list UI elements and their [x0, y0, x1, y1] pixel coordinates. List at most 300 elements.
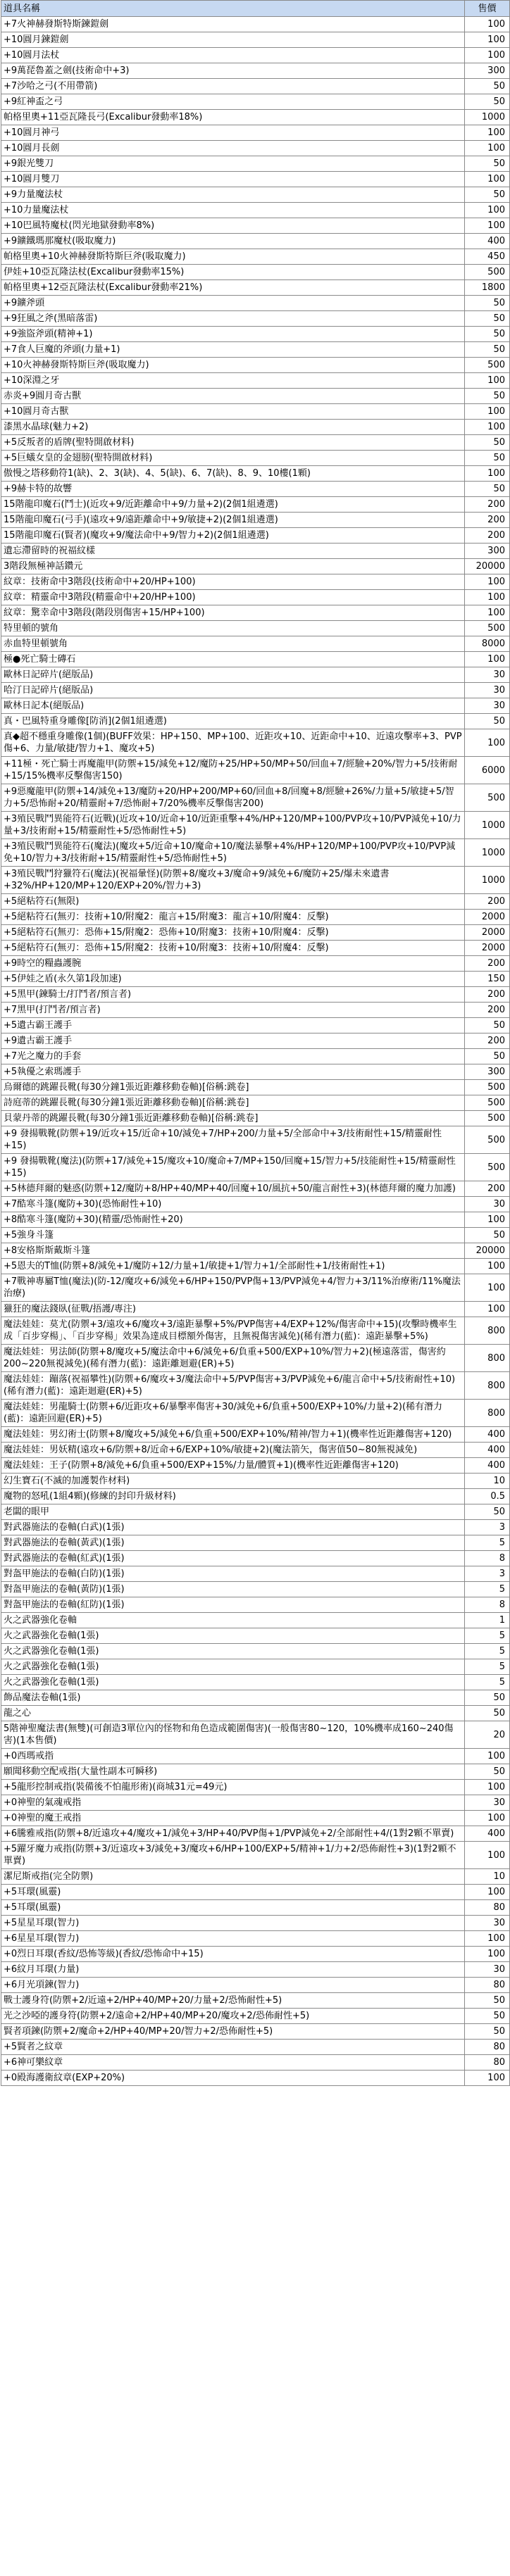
item-name-cell: +10深淵之牙: [1, 373, 465, 389]
item-name-cell: +6神可樂紋章: [1, 2055, 465, 2071]
table-row: [1, 1243, 510, 1259]
item-price-cell: 800: [465, 1372, 510, 1400]
item-name-cell: +9力量魔法杖: [1, 187, 465, 203]
item-price-cell: 50: [465, 187, 510, 203]
item-name-cell: 魔法娃娃：王子(防禦+8/減免+6/負重+500/EXP+15%/力量/體質+1)(機率性近距離傷害+120): [1, 1458, 465, 1474]
item-name-cell: 極●死亡騎士磚石: [1, 652, 465, 667]
item-price-cell: 50: [465, 1690, 510, 1706]
table-row: [1, 1780, 510, 1795]
item-name-cell: +9時空的糧蟲護腕: [1, 956, 465, 972]
item-name-cell: +9狂風之斧(黑暗落雷): [1, 311, 465, 327]
item-name-cell: 對武器施法的卷軸(白武)(1張): [1, 1520, 465, 1535]
table-row: [1, 358, 510, 373]
item-price-cell: 500: [465, 1111, 510, 1126]
item-name-cell: 獵狂的魔法錢臥(征戰/捂護/專注): [1, 1302, 465, 1317]
item-name-cell: 帕格里奧+10火神赫發斯特斯巨斧(吸取魔力): [1, 249, 465, 265]
table-row: [1, 987, 510, 1003]
table-row: [1, 812, 510, 839]
item-price-cell: 500: [465, 784, 510, 812]
table-row: [1, 1900, 510, 1916]
item-price-cell: 50: [465, 1228, 510, 1243]
item-name-cell: 對武器施法的卷軸(黃武)(1張): [1, 1535, 465, 1551]
table-row: [1, 1978, 510, 1993]
table-row: [1, 528, 510, 544]
item-name-cell: 貝蒙丹蒂的跳躍長靴(每30分鐘1張近距離移動卷軸)[俗稱:跳卷]: [1, 1111, 465, 1126]
table-row: [1, 1274, 510, 1302]
item-price-cell: 200: [465, 1003, 510, 1018]
item-name-cell: 遺忘滯留時的祝福紋樣: [1, 544, 465, 559]
item-name-cell: 魔物的怒吼(1組4顆)(修練的封印升級材料): [1, 1489, 465, 1504]
table-row: [1, 141, 510, 156]
table-row: [1, 1885, 510, 1900]
table-row: [1, 1427, 510, 1443]
item-price-cell: 500: [465, 1080, 510, 1095]
item-price-cell: 50: [465, 714, 510, 729]
table-row: [1, 941, 510, 956]
table-row: [1, 187, 510, 203]
item-price-cell: 500: [465, 358, 510, 373]
table-row: [1, 1916, 510, 1931]
table-row: [1, 280, 510, 296]
item-name-cell: +10力量魔法杖: [1, 203, 465, 218]
item-name-cell: +7酷寒斗篷(魔防+30)(恐怖耐性+10): [1, 1197, 465, 1212]
item-name-cell: +10圓月法杖: [1, 48, 465, 63]
table-row: [1, 48, 510, 63]
item-name-cell: 魔法娃娃：蹦落(祝福攀性)(防禦+6/魔攻+3/魔法命中+5/PVP傷害+3/PVP減免+6/龍言命中+5/技術耐性+10)(稀有潛力(藍)：遠距迴避(ER)+5): [1, 1372, 465, 1400]
item-price-cell: 500: [465, 265, 510, 280]
item-price-cell: 50: [465, 296, 510, 311]
table-row: [1, 1962, 510, 1978]
item-price-cell: 100: [465, 218, 510, 234]
item-name-cell: +6騰雅戒指(防禦+8/近遠攻+4/魔攻+1/減免+3/HP+40/PVP傷+1/PVP減免+2/全部耐性+4/(1對2顆不單賣): [1, 1826, 465, 1842]
item-name-cell: 帕格里奧+11亞瓦隆長弓(Excalibur發動率18%): [1, 110, 465, 125]
table-row: [1, 1566, 510, 1582]
item-name-cell: +6紋月耳環(力量): [1, 1962, 465, 1978]
item-price-cell: 50: [465, 2009, 510, 2024]
item-name-cell: +5絕粘符石(無刃：恐佈+15/附魔2：恐佈+10/附魔3：技術+10/附魔4：反擊): [1, 925, 465, 941]
item-price-cell: 5: [465, 1628, 510, 1644]
item-name-cell: 光之沙啞的護身符(防禦+2/遠命+2/HP+40/MP+20/魔攻+2/恐佈耐性+5): [1, 2009, 465, 2024]
item-price-cell: 800: [465, 1400, 510, 1427]
item-price-cell: 200: [465, 894, 510, 910]
item-name-cell: +0神聖的魔王戒指: [1, 1811, 465, 1826]
item-name-cell: 紋章：驚幸命中3階段(階段別傷害+15/HP+100): [1, 605, 465, 621]
item-name-cell: 伊娃+10亞瓦隆法杖(Excalibur發動率15%): [1, 265, 465, 280]
table-row: [1, 1675, 510, 1690]
item-price-cell: 100: [465, 729, 510, 757]
item-price-cell: 400: [465, 1427, 510, 1443]
item-name-cell: +5絕粘符石(無刃：技術+10/附魔2：龍言+15/附魔3：龍言+10/附魔4：反擊): [1, 910, 465, 925]
table-row: [1, 1302, 510, 1317]
table-row: [1, 373, 510, 389]
item-price-cell: 2000: [465, 910, 510, 925]
table-row: [1, 1443, 510, 1458]
item-name-cell: +7沙哈之弓(不用帶箭): [1, 79, 465, 94]
item-price-cell: 100: [465, 574, 510, 590]
item-name-cell: 紋章：精靈命中3階段(精靈命中+20/HP+100): [1, 590, 465, 605]
item-name-cell: 願聞移動空配戒指(大量性副本可瞬移): [1, 1764, 465, 1780]
item-name-cell: +5星星耳環(智力): [1, 1916, 465, 1931]
item-price-cell: 50: [465, 311, 510, 327]
table-row: [1, 1764, 510, 1780]
table-row: [1, 1033, 510, 1049]
item-price-cell: 100: [465, 605, 510, 621]
table-row: [1, 784, 510, 812]
table-row: [1, 839, 510, 867]
item-price-cell: 200: [465, 1033, 510, 1049]
column-header-item-name: 道具名稱: [1, 1, 465, 17]
item-name-cell: 真・巴風特重身雕像[防消](2個1組遴選): [1, 714, 465, 729]
item-price-cell: 50: [465, 79, 510, 94]
item-price-cell: 100: [465, 1885, 510, 1900]
table-row: [1, 729, 510, 757]
item-price-cell: 5: [465, 1675, 510, 1690]
item-price-cell: 450: [465, 249, 510, 265]
item-name-cell: +10圓月神弓: [1, 125, 465, 141]
table-row: [1, 110, 510, 125]
item-name-cell: +9惡魔龍甲(防禦+14/減免+13/魔防+20/HP+200/MP+60/回血+8/回魔+8/經驗+26%/力量+5/敏捷+5/智力+5/恐怖耐+20/精靈耐+7/恐怖耐+7/20%機率反擊傷害200): [1, 784, 465, 812]
item-price-cell: 50: [465, 1504, 510, 1520]
table-row: [1, 652, 510, 667]
item-price-cell: 50: [465, 1049, 510, 1064]
item-name-cell: 漆黑水晶球(魅力+2): [1, 420, 465, 435]
table-row: [1, 2009, 510, 2024]
table-row: [1, 1489, 510, 1504]
table-row: [1, 2040, 510, 2055]
item-name-cell: +7黑甲(打鬥者/預言者): [1, 1003, 465, 1018]
item-price-cell: 5: [465, 1535, 510, 1551]
item-name-cell: +5遺古霸王護手: [1, 1018, 465, 1033]
item-name-cell: +5躍牙魔力戒指(防禦+3/近遠攻+3/減免+3/魔攻+6/HP+100/EXP+5/精神+1/力+2/恐佈耐性+3)(1對2顆不單賣): [1, 1842, 465, 1869]
item-name-cell: +5絕粘符石(無限): [1, 894, 465, 910]
item-name-cell: +5耳環(風靈): [1, 1885, 465, 1900]
item-price-cell: 100: [465, 203, 510, 218]
table-row: [1, 32, 510, 48]
table-row: [1, 2024, 510, 2040]
item-price-cell: 50: [465, 94, 510, 110]
table-row: [1, 894, 510, 910]
item-price-cell: 50: [465, 2024, 510, 2040]
item-name-cell: 火之武器強化卷軸(1張): [1, 1644, 465, 1659]
item-name-cell: 魔法娃娃：男幻術士(防禦+8/魔攻+5/減免+6/負重+500/EXP+10%/精神/智力+1)(機率性近距離傷害+120): [1, 1427, 465, 1443]
table-row: [1, 605, 510, 621]
item-name-cell: +5反叛者的盾牌(聖特開啟材料): [1, 435, 465, 451]
item-name-cell: +10巴風特魔杖(閃光地獄發動率8%): [1, 218, 465, 234]
item-name-cell: 3階段無極神話鑽元: [1, 559, 465, 574]
item-name-cell: 傲慢之塔移動符1(缺)、2、3(缺)、4、5(缺)、6、7(缺)、8、9、10樓(1顆): [1, 466, 465, 482]
table-row: [1, 17, 510, 32]
item-price-cell: 80: [465, 1978, 510, 1993]
table-row: [1, 636, 510, 652]
table-row: [1, 1372, 510, 1400]
table-row: [1, 559, 510, 574]
table-row: [1, 1400, 510, 1427]
item-name-cell: 魔法娃娃：莫尤(防禦+3/遠攻+6/魔攻+3/遠距暴擊+5%/PVP傷害+4/EXP+12%/傷害命中+15)(攻擊時機率生成「百步穿楊」、「百步穿楊」效果為達成目標額外傷害，且無視傷害減免)(稀有潛力(藍)：遠距暴擊+5%): [1, 1317, 465, 1345]
item-name-cell: +3殖民戰鬥狩獵符石(魔法)(祝福暈怪)(防禦+8/魔攻+3/魔命+9/減免+6/魔防+25/爆未來遺書+32%/HP+120/MP+120/EXP+20%/智力+3): [1, 867, 465, 894]
table-row: [1, 683, 510, 698]
item-name-cell: +9赫卡特的故響: [1, 482, 465, 497]
item-price-cell: 500: [465, 1154, 510, 1181]
item-name-cell: +9 發揚戰靴(防禦+19/近攻+15/近命+10/減免+7/HP+200/力量+5/全部命中+3/技術耐性+15/精靈耐性+15): [1, 1126, 465, 1154]
table-row: [1, 203, 510, 218]
item-name-cell: 詩庭蒂的跳躍長靴(每30分鐘1張近距離移動卷軸)[俗稱:跳卷]: [1, 1095, 465, 1111]
table-row: [1, 1597, 510, 1613]
table-row: [1, 1212, 510, 1228]
item-price-cell: 100: [465, 466, 510, 482]
item-price-cell: 2000: [465, 941, 510, 956]
item-price-cell: 30: [465, 698, 510, 714]
item-price-cell: 100: [465, 1259, 510, 1274]
table-row: [1, 1706, 510, 1721]
table-row: [1, 342, 510, 358]
table-row: [1, 1181, 510, 1197]
item-name-cell: +5賢者之紋章: [1, 2040, 465, 2055]
item-price-cell: 50: [465, 389, 510, 404]
item-price-cell: 100: [465, 1302, 510, 1317]
item-price-cell: 80: [465, 2040, 510, 2055]
item-name-cell: 對武器施法的卷軸(紅武)(1張): [1, 1551, 465, 1566]
table-row: [1, 1644, 510, 1659]
table-row: [1, 79, 510, 94]
item-name-cell: +7火神赫發斯特斯鍊鎧劍: [1, 17, 465, 32]
item-name-cell: 飾品魔法卷軸(1張): [1, 1690, 465, 1706]
table-row: [1, 1613, 510, 1628]
table-row: [1, 714, 510, 729]
table-row: [1, 1520, 510, 1535]
item-name-cell: +6星星耳環(智力): [1, 1931, 465, 1947]
table-row: [1, 2055, 510, 2071]
table-row: [1, 1811, 510, 1826]
table-row: [1, 544, 510, 559]
item-price-cell: 5: [465, 1644, 510, 1659]
table-row: [1, 1795, 510, 1811]
item-price-cell: 100: [465, 404, 510, 420]
table-row: [1, 125, 510, 141]
item-name-cell: +7戰神專屬T恤(魔法)(防-12/魔攻+6/減免+6/HP+150/PVP傷+13/PVP減免+4/智力+3/11%治療術/11%魔法治療): [1, 1274, 465, 1302]
item-name-cell: +9紅神盃之弓: [1, 94, 465, 110]
item-price-cell: 80: [465, 1900, 510, 1916]
item-name-cell: 潔尼斯戒指(完全防禦): [1, 1869, 465, 1885]
table-row: [1, 1504, 510, 1520]
table-row: [1, 513, 510, 528]
item-price-cell: 20000: [465, 1243, 510, 1259]
item-price-cell: 30: [465, 1962, 510, 1978]
table-row: [1, 1064, 510, 1080]
item-price-cell: 400: [465, 1443, 510, 1458]
item-price-cell: 800: [465, 1345, 510, 1372]
item-name-cell: +5林德拜爾的魅惑(防禦+12/魔防+8/HP+40/MP+40/回魔+10/風抗+50/龍言耐性+3)(林德拜爾的魔力加護): [1, 1181, 465, 1197]
item-name-cell: +5耳環(風靈): [1, 1900, 465, 1916]
table-row: [1, 1003, 510, 1018]
table-row: [1, 1826, 510, 1842]
item-name-cell: 對盔甲施法的卷軸(紅防)(1張): [1, 1597, 465, 1613]
item-price-cell: 1: [465, 1613, 510, 1628]
item-price-cell: 100: [465, 1842, 510, 1869]
table-row: [1, 1049, 510, 1064]
item-price-cell: 50: [465, 435, 510, 451]
table-row: [1, 1993, 510, 2009]
item-price-cell: 30: [465, 1795, 510, 1811]
item-name-cell: +6月光項鍊(智力): [1, 1978, 465, 1993]
item-name-cell: 赤炎+9圓月奇古獸: [1, 389, 465, 404]
item-name-cell: 哈汀日記碎片(絕版品): [1, 683, 465, 698]
item-price-cell: 200: [465, 956, 510, 972]
table-row: [1, 1259, 510, 1274]
item-price-cell: 5: [465, 1659, 510, 1675]
item-price-cell: 300: [465, 544, 510, 559]
table-row: [1, 1018, 510, 1033]
table-row: [1, 621, 510, 636]
item-price-cell: 200: [465, 987, 510, 1003]
item-price-cell: 100: [465, 32, 510, 48]
item-name-cell: 15階龍印魔石(鬥士)(近攻+9/近距離命中+9/力量+2)(2個1組遴選): [1, 497, 465, 513]
table-row: [1, 574, 510, 590]
item-name-cell: +9 發揚戰靴(魔法)(防禦+17/減免+15/魔攻+10/魔命+7/MP+150/回魔+15/智力+5/技能耐性+15/精靈耐性+15): [1, 1154, 465, 1181]
item-price-cell: 10: [465, 1869, 510, 1885]
item-price-cell: 100: [465, 48, 510, 63]
table-row: [1, 1080, 510, 1095]
item-price-cell: 200: [465, 513, 510, 528]
item-price-cell: 500: [465, 621, 510, 636]
table-row: [1, 956, 510, 972]
item-name-cell: +5執優之索瑪護手: [1, 1064, 465, 1080]
item-price-cell: 100: [465, 1274, 510, 1302]
item-name-cell: 火之武器強化卷軸(1張): [1, 1675, 465, 1690]
item-price-cell: 10: [465, 1474, 510, 1489]
table-row: [1, 466, 510, 482]
item-price-cell: 100: [465, 172, 510, 187]
table-row: [1, 296, 510, 311]
item-name-cell: +9遺古霸王護手: [1, 1033, 465, 1049]
item-price-cell: 1000: [465, 867, 510, 894]
item-name-cell: +10圓月鍊鎧劍: [1, 32, 465, 48]
item-price-cell: 6000: [465, 757, 510, 784]
item-price-cell: 3: [465, 1566, 510, 1582]
table-row: [1, 1095, 510, 1111]
item-price-cell: 2000: [465, 925, 510, 941]
item-price-cell: 1000: [465, 812, 510, 839]
table-row: [1, 94, 510, 110]
item-name-cell: +8安格斯斯戴斯斗篷: [1, 1243, 465, 1259]
item-name-cell: +9萬琵魯蓋之劍(技術命中+3): [1, 63, 465, 79]
item-name-cell: 烏爾德的跳躍長靴(每30分鐘1張近距離移動卷軸)[俗稱:跳卷]: [1, 1080, 465, 1095]
table-row: [1, 1317, 510, 1345]
item-price-cell: 50: [465, 1993, 510, 2009]
item-name-cell: 歐林日記本(絕版品): [1, 698, 465, 714]
item-price-cell: 100: [465, 652, 510, 667]
item-name-cell: 15階龍印魔石(弓手)(遠攻+9/遠距離命中+9/敏捷+2)(2個1組遴選): [1, 513, 465, 528]
item-name-cell: 歐林日記碎片(絕版品): [1, 667, 465, 683]
item-price-cell: 100: [465, 17, 510, 32]
table-row: [1, 910, 510, 925]
item-name-cell: +5龍形控制戒指(裝備後不怕龍形術)(商城31元=49元): [1, 1780, 465, 1795]
item-name-cell: +5黑甲(鍊騎士/打鬥者/預言者): [1, 987, 465, 1003]
item-name-cell: 老闆的眼甲: [1, 1504, 465, 1520]
item-price-cell: 1800: [465, 280, 510, 296]
table-row: [1, 867, 510, 894]
item-name-cell: +0神聖的氣魂戒指: [1, 1795, 465, 1811]
item-price-cell: 50: [465, 451, 510, 466]
item-price-cell: 400: [465, 1458, 510, 1474]
table-row: [1, 1228, 510, 1243]
table-row: [1, 1931, 510, 1947]
price-list-table: [1, 0, 510, 2086]
item-name-cell: +3殖民戰鬥異能符石(近戰)(近攻+10/近命+10/近距重擊+4%/HP+120/MP+100/PVP攻+10/PVP減免+10/力量+3/技術耐+15/精靈耐性+5/恐怖耐性+5): [1, 812, 465, 839]
item-name-cell: +0烈日耳環(香紋/恐怖等級)(香紋/恐怖命中+15): [1, 1947, 465, 1962]
item-name-cell: 赤血特里頓號角: [1, 636, 465, 652]
item-price-cell: 5: [465, 1582, 510, 1597]
item-price-cell: 50: [465, 327, 510, 342]
item-price-cell: 80: [465, 2055, 510, 2071]
item-price-cell: 150: [465, 972, 510, 987]
item-name-cell: +5恩夫的T恤(防禦+8/減免+1/魔防+12/力量+1/敏捷+1/智力+1/全部耐性+1/技術耐性+1): [1, 1259, 465, 1274]
table-row: [1, 404, 510, 420]
item-price-cell: 50: [465, 1706, 510, 1721]
table-row: [1, 497, 510, 513]
item-price-cell: 8000: [465, 636, 510, 652]
item-price-cell: 20: [465, 1721, 510, 1749]
item-price-cell: 200: [465, 528, 510, 544]
item-name-cell: +3殖民戰鬥異能符石(魔法)(魔攻+5/近命+10/魔命+10/魔法暴擊+4%/HP+120/MP+100/PVP攻+10/PVP減免+10/智力+3/技術耐+15/精靈耐性+5/恐怖耐性+5): [1, 839, 465, 867]
item-name-cell: 對盔甲施法的卷軸(白防)(1張): [1, 1566, 465, 1582]
table-row: [1, 1126, 510, 1154]
table-row: [1, 1947, 510, 1962]
table-row: [1, 1749, 510, 1764]
table-row: [1, 451, 510, 466]
item-price-cell: 200: [465, 497, 510, 513]
item-name-cell: +7光之魔力的手套: [1, 1049, 465, 1064]
table-header-row: [1, 1, 510, 17]
item-price-cell: 1000: [465, 110, 510, 125]
item-name-cell: +9銀光雙刀: [1, 156, 465, 172]
item-price-cell: 100: [465, 141, 510, 156]
item-name-cell: 帕格里奧+12亞瓦隆法杖(Excalibur發動率21%): [1, 280, 465, 296]
item-price-cell: 200: [465, 1181, 510, 1197]
item-name-cell: 真◆超不穩重身雕像(1個)(BUFF效果：HP+150、MP+100、近距攻+10、近距命中+10、近遠攻擊率+3、PVP傷+6、力量/敏捷/智力+1、魔攻+5): [1, 729, 465, 757]
item-price-cell: 400: [465, 234, 510, 249]
item-name-cell: +10圓月奇古獸: [1, 404, 465, 420]
table-row: [1, 1345, 510, 1372]
item-name-cell: 龍之心: [1, 1706, 465, 1721]
item-name-cell: 戰士護身符(防禦+2/近遠+2/HP+40/MP+20/力量+2/恐怖耐性+5): [1, 1993, 465, 2009]
table-row: [1, 311, 510, 327]
item-price-cell: 50: [465, 342, 510, 358]
item-name-cell: 火之武器強化卷軸(1張): [1, 1659, 465, 1675]
item-name-cell: +10圓月雙刀: [1, 172, 465, 187]
table-row: [1, 1197, 510, 1212]
item-name-cell: +10火神赫發斯特斯巨斧(吸取魔力): [1, 358, 465, 373]
table-row: [1, 2071, 510, 2086]
item-name-cell: 魔法娃娃：男龍騎士(防禦+6/近距攻+6/暴擊率傷害+30/減免+6/負重+500/EXP+10%/力量+2)(稀有潛力(藍)：遠距回避(ER)+5): [1, 1400, 465, 1427]
item-price-cell: 100: [465, 1212, 510, 1228]
item-name-cell: 魔法娃娃：男妖精(遠攻+6/防禦+8/近命+6/EXP+10%/敏捷+2)(魔法箭矢，傷害值50~80無視減免): [1, 1443, 465, 1458]
table-row: [1, 249, 510, 265]
item-name-cell: +0西瑪戒指: [1, 1749, 465, 1764]
table-row: [1, 1535, 510, 1551]
item-price-cell: 100: [465, 373, 510, 389]
item-price-cell: 50: [465, 482, 510, 497]
table-row: [1, 698, 510, 714]
table-row: [1, 667, 510, 683]
table-row: [1, 1551, 510, 1566]
table-row: [1, 1721, 510, 1749]
table-row: [1, 925, 510, 941]
item-name-cell: 幻生寶石(不滅的加護製作材料): [1, 1474, 465, 1489]
item-price-cell: 50: [465, 1764, 510, 1780]
item-price-cell: 300: [465, 1064, 510, 1080]
table-row: [1, 590, 510, 605]
table-row: [1, 265, 510, 280]
